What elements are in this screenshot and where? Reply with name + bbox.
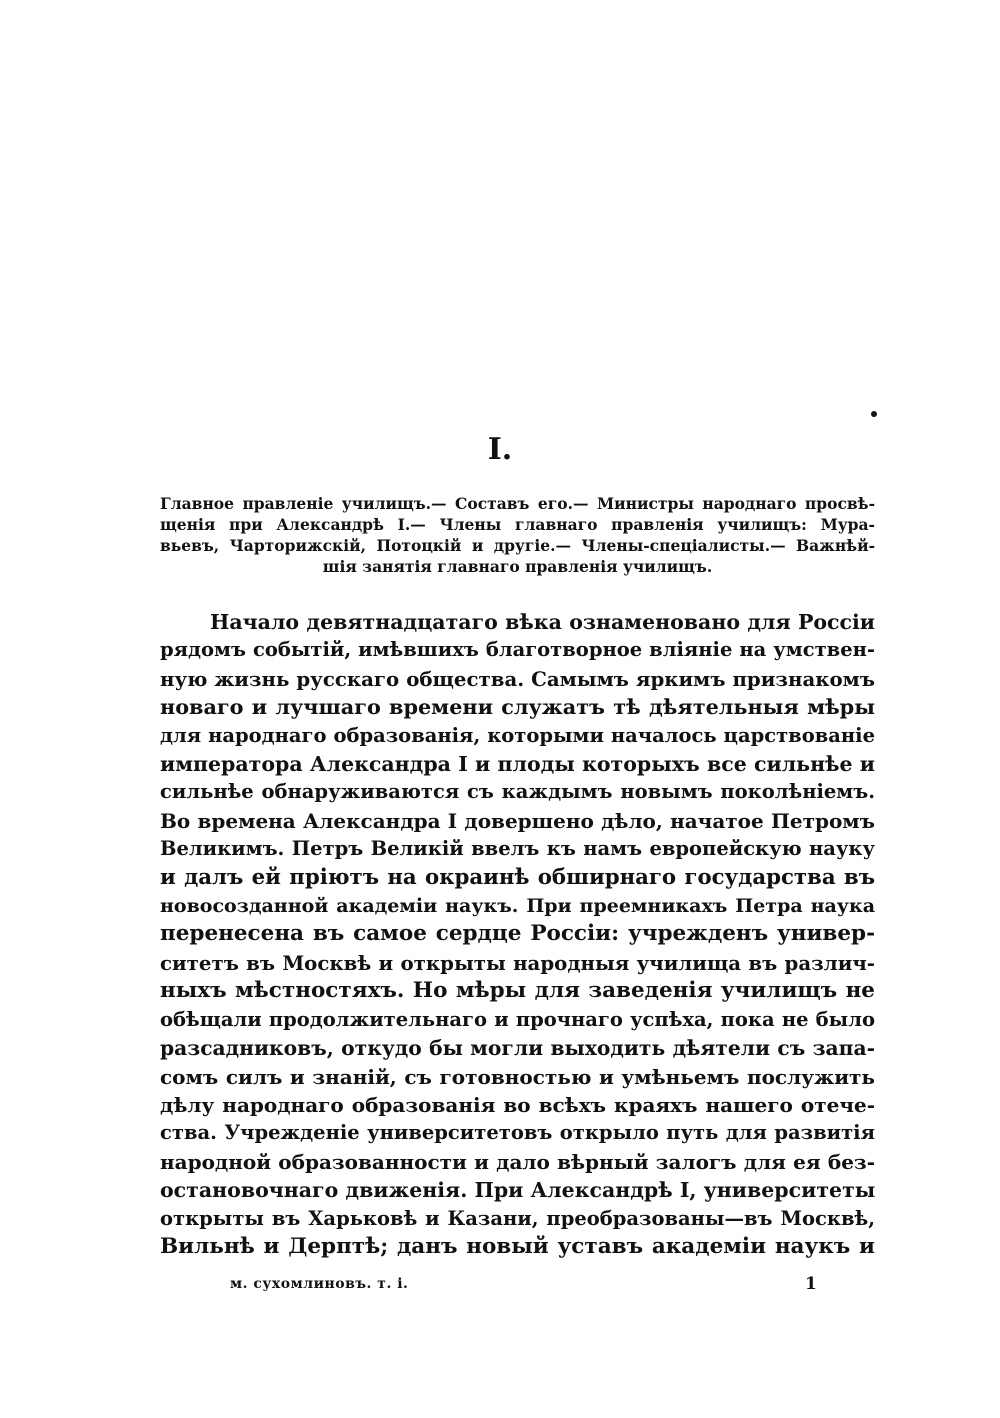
body-line: императора Александра I и плоды которыхъ все сильнѣе и bbox=[160, 752, 875, 777]
body-line: дѣлу народнаго образованія во всѣхъ краяхъ нашего отече- bbox=[160, 1092, 875, 1117]
body-line: Великимъ. Петръ Великій ввелъ къ намъ европейскую науку bbox=[160, 837, 875, 861]
body-line: перенесена въ самое сердце Россіи: учрежденъ универ- bbox=[160, 921, 875, 947]
summary-line: Главное правленіе училищъ.— Составъ его.— Министры народнаго просвѣ- bbox=[160, 494, 875, 513]
body-line: обѣщали продолжительнаго и прочнаго успѣха, пока не было bbox=[160, 1007, 875, 1031]
body-line: ныхъ мѣстностяхъ. Но мѣры для заведенія училищъ не bbox=[160, 978, 875, 1004]
page-footer bbox=[160, 1272, 875, 1296]
body-line: народной образованности и дало вѣрный залогъ для ея без- bbox=[160, 1149, 875, 1174]
body-line: ную жизнь русскаго общества. Самымъ яркимъ признакомъ bbox=[160, 666, 875, 691]
body-line: остановочнаго движенія. При Александрѣ I, университеты bbox=[160, 1178, 876, 1203]
summary-line: шія занятія главнаго правленія училищъ. bbox=[322, 557, 713, 576]
body-line: сильнѣе обнаруживаются съ каждымъ новымъ поколѣніемъ. bbox=[160, 780, 875, 804]
body-line: для народнаго образованія, которыми началось царствованіе bbox=[160, 723, 875, 747]
body-line: новаго и лучшаго времени служатъ тѣ дѣятельныя мѣры bbox=[160, 695, 875, 720]
body-line: Начало девятнадцатаго вѣка ознаменовано для Россіи bbox=[210, 610, 875, 634]
chapter-number: I. bbox=[487, 432, 513, 467]
body-line: ства. Учрежденіе университетовъ открыло путь для развитія bbox=[160, 1121, 875, 1145]
body-line: разсадниковъ, откудо бы могли выходить дѣятели съ запа- bbox=[160, 1036, 875, 1061]
body-line: и далъ ей пріютъ на окраинѣ обширнаго государства въ bbox=[160, 864, 875, 890]
printer-signature: м. сухомлиновъ. т. і. bbox=[230, 1276, 409, 1292]
body-line: новосозданной академіи наукъ. При преемникахъ Петра наука bbox=[160, 895, 875, 918]
body-line: рядомъ событій, имѣвшихъ благотворное вліяніе на умствен- bbox=[160, 638, 875, 662]
body-line: Во времена Александра I довершено дѣло, начатое Петромъ bbox=[160, 808, 875, 833]
body-line: ситетъ въ Москвѣ и открыты народныя училища въ различ- bbox=[160, 950, 875, 975]
body-line: сомъ силъ и знаній, съ готовностью и умѣньемъ послужить bbox=[160, 1064, 875, 1089]
body-line: открыты въ Харьковѣ и Казани, преобразованы—въ Москвѣ, bbox=[160, 1206, 875, 1230]
body-paragraph bbox=[160, 608, 875, 1261]
ink-speck bbox=[871, 411, 877, 417]
page-number: 1 bbox=[805, 1274, 817, 1294]
body-line: Вильнѣ и Дерптѣ; данъ новый уставъ академіи наукъ и bbox=[160, 1233, 875, 1259]
summary-line: щенія при Александрѣ I.— Члены главнаго правленія училищъ: Мура- bbox=[160, 515, 875, 534]
summary-line: вьевъ, Чарторижскій, Потоцкій и другіе.— Члены-спеціалисты.— Важнѣй- bbox=[160, 536, 875, 555]
chapter-summary bbox=[160, 493, 875, 577]
